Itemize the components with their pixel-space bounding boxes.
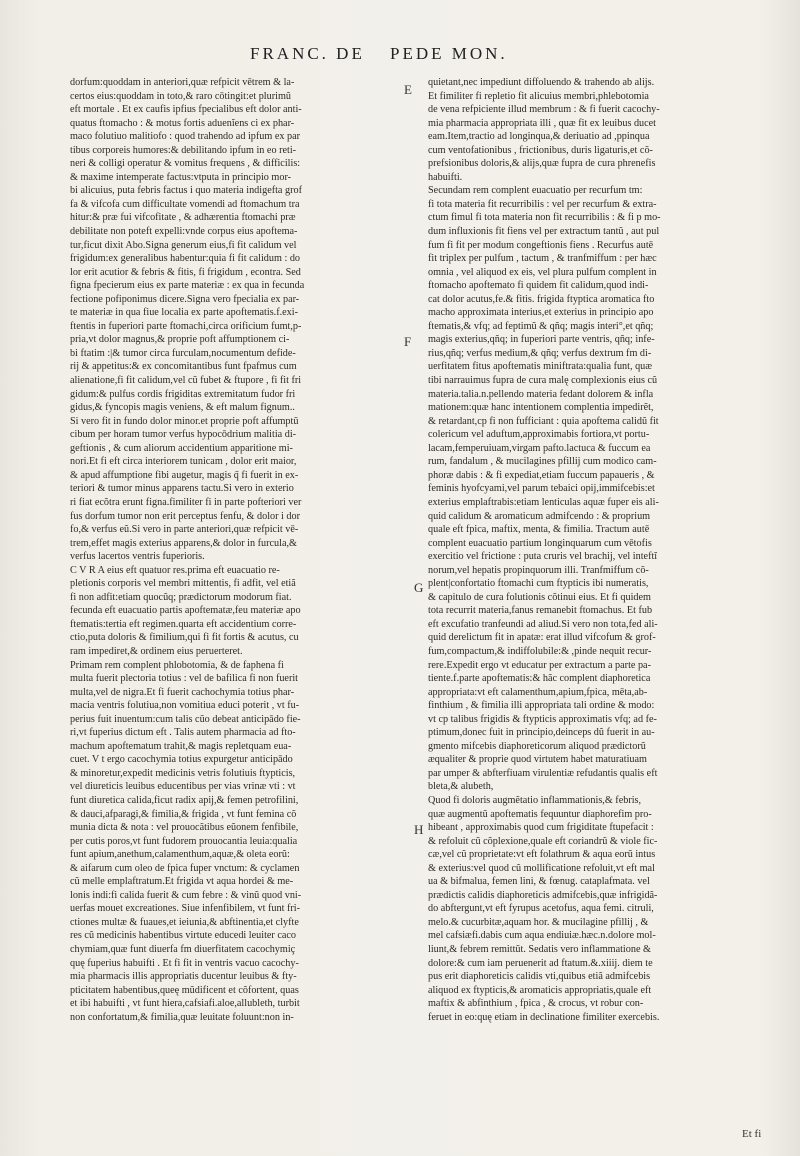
text-line: fum fi fit per modum congeftionis fiens . Recurfus autē xyxy=(428,239,654,251)
text-line: macho approximata interius,et exterius in principio apo xyxy=(428,307,654,319)
text-line: fi non adfit:etiam quocũq; prædictorum modorum fiat. xyxy=(70,591,292,603)
text-line: cuet. V t ergo cacochymia totius expurgetur anticipādo xyxy=(70,754,293,766)
text-line: tota recurrit materia,fanus remanebit ftomachus. Et fub xyxy=(428,605,653,617)
margin-letter-h: H xyxy=(414,822,424,837)
text-line: do abftergunt,vt eft fyrupus acetofus, aqua femi. citruli, xyxy=(428,903,654,915)
text-line: lonis indi:fi calida fuerit & cum febre : & vinũ quod vni- xyxy=(70,889,302,901)
text-line: ri,vt fuperius dictum eft . Talis autem pharmacia ad fto- xyxy=(70,727,296,739)
text-line: exterius emplaftrabis:etiam lenticulas aquæ fuper eis ali- xyxy=(428,496,659,508)
text-line: geftionis , & cum aliorum accidentium apparitione mi- xyxy=(70,442,293,454)
text-line: mia pharmacis illis appropriatis ducentur leuibus & fty- xyxy=(70,971,297,983)
text-line: eam.Item,tractio ad longinqua,& deriuatio ad ,ppinqua xyxy=(428,131,650,143)
text-line: & refoluit cũ cõplexione,quale eft coriandrũ & viole fic- xyxy=(428,835,658,847)
text-line: plent|confortatio ftomachi cum ftypticis ibi numeratis, xyxy=(428,578,649,590)
text-line: quæ augmentũ apoftematis fequuntur diaphorefim pro- xyxy=(428,808,652,820)
text-line: ctiones multæ & fuaues,et ieiunia,& abftinentia,et clyfte xyxy=(70,916,299,928)
text-line: cum ventofationibus , frictionibus, duris ligaturis,et cõ- xyxy=(428,144,653,156)
text-line: Et fimiliter fi repletio fit alicuius membri,phlebotomia xyxy=(428,90,649,102)
text-line: prædictis calidis diaphoreticis admifcebis,quæ infrigidã- xyxy=(428,889,658,901)
text-line: vel diureticis leuibus educentibus per vias vrinæ vti : vt xyxy=(70,781,296,793)
text-line: complent euacuatio partium longinquarum cum vētofis xyxy=(428,537,652,549)
text-line: & exterius:vel quod cũ mollificatione refoluit,vt eft mal xyxy=(428,862,655,874)
text-line: fecunda eft euacuatio partis apoftematæ,feu materiæ apo xyxy=(70,605,301,617)
text-line: omnia , vel aliquod ex eis, vel plura pulfum complent in xyxy=(428,266,657,278)
catchword: Et fi xyxy=(742,1128,762,1140)
text-line: phoræ dabis : & fi expediat,etiam fuccum papaueris , & xyxy=(428,469,655,481)
text-line: Si vero fit in fundo dolor minor.et proprie poft affumptũ xyxy=(70,415,299,427)
text-line: fectione pofiponimus dicere.Signa vero fpecialia ex par- xyxy=(70,293,300,305)
text-line: res cũ medicinis habentibus virtute educedi leuiter caco xyxy=(70,930,297,942)
text-line: mel cafsiæfi.dabis cum aqua endiuiæ.hæc.n.dolore mol- xyxy=(428,930,656,942)
text-line: munia dicta & nota : vel prouocãtibus eũonem fenfibile, xyxy=(70,822,299,834)
text-line: chymiam,quæ funt diuerfa fm diuerfitatem cacochymiç xyxy=(70,944,296,955)
margin-letter-f: F xyxy=(404,334,412,349)
text-line: Quod fi doloris augmẽtatio inflammationis,& febris, xyxy=(428,794,642,806)
text-line: teriori & tumor minus apparens tactu.Si vero in exterio xyxy=(70,483,294,495)
text-line: liunt,& febrem remittũt. Sedatis vero inflammatione & xyxy=(428,944,651,955)
text-line: quid calidum & aromaticum admifcendo : & proprium xyxy=(428,510,651,522)
text-line: cat dolor acutus,fe.& fitis. frigida ftyptica aromatica fto xyxy=(428,293,655,305)
text-line: & aifarum cum oleo de fpica fuper vnctum: & cyclamen xyxy=(70,862,300,874)
text-line: quietant,nec impediunt diffoluendo & trahendo ab alijs. xyxy=(428,77,655,88)
text-line: et ibi habuifti , vt funt hiera,cafsiafi.aloe,allubleth, turbit xyxy=(70,998,300,1010)
margin-letter-g: G xyxy=(414,580,424,595)
text-line: perius fuit inuentum:cum talis cũo debeat anticipādo fie- xyxy=(70,713,301,725)
text-line: dorfum:quoddam in anteriori,quæ refpicit vētrem & la- xyxy=(70,77,295,88)
text-line: par umper & abfterfiuam virulentiæ refudantis qualis eft xyxy=(428,767,658,779)
text-line: ptimum,donec fuit in principio,deinceps dũ fuerit in au- xyxy=(428,727,655,739)
text-line: bi ftatim :|& tumor circa furculam,nocumentum defide- xyxy=(70,347,296,359)
text-line: multa,vel de nigra.Et fi fuerit cachochymia totius phar- xyxy=(70,686,295,698)
text-line: gidum:& pulfus cordis frigiditas extremitatum fudor fri xyxy=(70,388,296,400)
text-line: quale eft fpica, maftix, menta, & fimilia. Tractum autē xyxy=(428,524,650,536)
text-line: tur,ficut dixit Abo.Signa generum eius,fi fit calidum vel xyxy=(70,239,297,251)
text-line: debilitate non poteft expelli:vnde corpus eius apoftema- xyxy=(70,226,298,238)
text-line: prefsionibus doloris,& alijs,quæ fupra de cura phrenefis xyxy=(428,158,656,170)
text-line: ram impediret,& ordinem eius peruerteret. xyxy=(70,645,243,657)
text-line: quid derelictum fit in apatæ: erat illud vifcofum & grof- xyxy=(428,632,656,644)
text-line: non confortatum,& fimilia,quæ leuitate foluunt:non in- xyxy=(70,1011,294,1023)
text-line: magis exterius,qñq; in fuperiori parte ventris, qñq; infe- xyxy=(428,334,655,346)
text-line: & retardant,cp fi non fufficiant : quia apoftema calidũ fit xyxy=(428,415,659,427)
text-line: tiente.f.parte apoftematis:& hãc complent diaphoretica xyxy=(428,673,651,685)
text-line: rum, fandalum , & mucilagines pfillij cum modico cam- xyxy=(428,456,657,468)
text-line: eft mortale . Et ex caufis ipfius fpecialibus eft dolor anti- xyxy=(70,104,302,116)
text-line: rij & appetitus:& ex concomitantibus funt fpafmus cum xyxy=(70,361,297,373)
left-text-column xyxy=(70,76,416,1024)
text-line: hibeant , approximabis quod cum frigiditate ftupefacit : xyxy=(428,822,654,834)
text-line: trem,effet magis exterius apparens,& dolor in furcula,& xyxy=(70,537,297,549)
text-line: feruet in eo:quę etiam in declinatione fimiliter exercebis. xyxy=(428,1011,660,1023)
text-line: ri fiat ecõtra erunt figna.fimiliter fi in parte pofteriori ver xyxy=(70,496,302,508)
text-line: quę fuperius habuifti . Et fi fit in ventris vacuo cacochy- xyxy=(70,957,299,969)
text-line: fit triplex per pulfum , tactum , & tranfmiffum : per hæc xyxy=(428,253,657,265)
text-line: bi alicuius, puta febris factus i quo materia indigefta grof xyxy=(70,185,302,197)
text-line: alienatione,fi fit calidum,vel cũ fubet & ftupore , fi fit fri xyxy=(70,375,302,387)
text-line: & minoretur,expedit medicinis vetris folutiuis ftypticis, xyxy=(70,767,296,779)
text-line: nori.Et fi eft circa interiorem tunicam , dolor erit maior, xyxy=(70,456,297,468)
text-line: ftomacho apoftemato fi quidem fit calidum,quod indi- xyxy=(428,280,649,292)
text-line: maftix & abfinthium , fpica , & crocus, vt robur con- xyxy=(428,998,644,1010)
text-line: appropriata:vt eft calamenthum,apium,fpica, mēta,ab- xyxy=(428,686,648,698)
margin-letter-e: E xyxy=(404,82,412,97)
text-line: æqualiter & proprie quod virtutem habet maturatiuam xyxy=(428,754,647,766)
text-line: figna fpecierum eius ex parte materiæ : ex qua in fecunda xyxy=(70,280,305,292)
text-line: ftentis in fuperiori parte ftomachi,circa orificium fumt,p- xyxy=(70,320,302,332)
text-line: lacam,femperuiuam,virgam pafto.lactuca & fuccum ea xyxy=(428,442,651,454)
text-line: finthium , & fimilia illi appropriata tali ordine & modo: xyxy=(428,700,655,712)
text-line: cibum per horam tumor verfus hypocōdrium malitia di- xyxy=(70,429,297,441)
text-line: funt diuretica calida,ficut radix apij,& femen petrofilini, xyxy=(70,794,299,806)
text-line: fus dorfum tumor non erit perceptus fenfu, & dolor i dor xyxy=(70,510,301,522)
text-line: pletionis corporis vel membri mittentis, fi adfit, vel etiã xyxy=(70,578,296,590)
text-line: ftematis:tertia eft regimen.quarta eft accidentium corre- xyxy=(70,618,297,630)
text-line: melo.& cucurbitæ,aquam hor. & mucilagine pfillij , & xyxy=(428,916,649,928)
text-line: & apud affumptione fibi augetur, magis q̃ fi fuerit in ex- xyxy=(70,469,299,481)
text-line: uerfas mouet excreationes. Siue infenfibilem, vt funt fri- xyxy=(70,903,300,915)
text-line: cæ,vel cũ proprietate:vt eft folathrum & aqua eorũ intus xyxy=(428,849,656,861)
text-line: fo,& verfus eũ.Si vero in parte anteriori,quæ refpicit vē- xyxy=(70,524,299,536)
text-line: certos eius:quoddam in toto,& raro cōtingit:et plurimũ xyxy=(70,90,291,102)
text-line: lor erit acutior & febris & fitis, fi frigidum , econtra. Sed xyxy=(70,266,301,278)
text-line: dum influxionis fit fiens vel per extractum tantũ , aut pul xyxy=(428,226,660,238)
text-line: fi tota materia fit recurribilis : vel per recurfum & extra- xyxy=(428,198,657,210)
text-line: & maxime intemperate factus:vtputa in principio mor- xyxy=(70,171,292,183)
text-line: uerfitatem fitus apoftematis miniftrata:qualia funt, quæ xyxy=(428,361,653,373)
text-line: gmento mifcebis diaphoreticorum aliquod prædictorũ xyxy=(428,740,646,752)
text-line: cũ melle emplaftratum.Et frigida vt aqua hordei & me- xyxy=(70,876,294,888)
text-line: quatus ftomacho : & motus fortis aduenĭens ci ex phar- xyxy=(70,117,295,129)
text-line: Primam rem complent phlobotomia, & de faphena fi xyxy=(70,659,284,671)
text-line: pria,vt dolor magnus,& proprie poft affumptionem ci- xyxy=(70,334,290,346)
text-line: de vena refpiciente illud membrum : & fi fuerit cacochy- xyxy=(428,104,660,116)
text-line: ftematis,& vfq; ad feptimũ & qñq; magis interi°,et qñq; xyxy=(428,320,654,332)
text-line: gidus,& fyncopis magis veniens, & eft malum fignum.. xyxy=(70,402,295,414)
text-line: hitur:& præ fui vifcofitate , & adhærentia ftomachi præ xyxy=(70,212,296,224)
text-line: eft excufatio tranfeundi ad aliud.Si vero non tota,fed ali- xyxy=(428,618,658,630)
text-line: dolore:& cum iam peruenerit ad ftatum.&.xiiij. diem te xyxy=(428,957,653,969)
text-line: pus erit diaphoreticis calidis vti,quibus etiã admifcebis xyxy=(428,971,651,983)
text-line: rere.Expedit ergo vt educatur per extractum a parte pa- xyxy=(428,659,651,671)
text-line: feminis hyofcyami,vel parum tebaici opij,immifcebis:et xyxy=(428,483,655,495)
text-line: machum apoftematum trahit,& magis repletquam eua- xyxy=(70,740,292,752)
running-head-right: PEDE MON. xyxy=(390,44,508,63)
text-line: ctum fimul fi tota materia non fit recurribilis : & fi p mo- xyxy=(428,212,661,224)
text-line: fa & vifcofa cum difficultate vomendi ad ftomachum tra xyxy=(70,198,300,210)
text-line: maco folutiuo malitiofo : quod trahendo ad ipfum ex par xyxy=(70,131,301,143)
text-line: ctio,puta doloris & fimilium,qui fi fit fortis & acutus, cu xyxy=(70,632,299,644)
text-line: vt cp talibus frigidis & ftypticis approximatis vfq; ad fe- xyxy=(428,713,657,725)
text-line: frigidum:ex generalibus habentur:quia fi fit calidum : do xyxy=(70,253,301,265)
text-line: fum,compactum,& indiffolubile:& ,pinde nequit recur- xyxy=(428,645,652,657)
text-line: pticitatem habentibus,queę mũdificent et cõfortent, quas xyxy=(70,984,299,996)
text-line: exercitio vel frictione : puta cruris vel brachij, vel inteftĭ xyxy=(428,551,658,563)
text-line: per cutis poros,vt funt fudorem prouocantia leuia:qualia xyxy=(70,835,298,847)
text-line: mia pharmacia appropriata illi , quæ fit ex leuibus ducet xyxy=(428,117,657,129)
running-head-left: FRANC. DE xyxy=(250,44,365,63)
text-line: colericum vel aduftum,approximabis fortiora,vt portu- xyxy=(428,429,650,441)
text-line: & capitulo de cura folutionis cõtinui eius. Et fi quidem xyxy=(428,591,651,603)
text-line: multa fuerit plectoria totius : vel de bafilica fi non fuerit xyxy=(70,673,299,685)
text-line: bleta,& alubeth, xyxy=(428,781,494,793)
text-line: materia.talia.n.pellendo materia fedant dolorem & infla xyxy=(428,388,654,400)
text-line: tibus corporeis humores:& debilitando ipfum in eo reti- xyxy=(70,144,297,156)
text-line: C V R A eius eft quatuor res.prima eft euacuatio re- xyxy=(70,564,280,576)
text-line: funt apium,anethum,calamenthum,aquæ,& oleta eorũ: xyxy=(70,849,290,861)
text-line: tibi narrauimus fupra de cura malę complexionis eius cũ xyxy=(428,375,658,387)
text-line: aliquod ex ftypticis,& aromaticis appropriatis,quale eft xyxy=(428,984,652,996)
right-text-column xyxy=(428,76,774,1024)
text-line: verfus lacertos ventris fuperioris. xyxy=(70,551,205,563)
text-line: rius,qñq; verfus medium,& qñq; verfus dextrum fm di- xyxy=(428,347,652,359)
text-line: ua & bifmalua, femen lini, & fœnug. cataplafmata. vel xyxy=(428,876,650,888)
text-line: macia ventris folutiua,non vomitiua educi poterit , vt fu- xyxy=(70,700,300,712)
text-line: habuifti. xyxy=(428,171,463,183)
text-line: & dauci,afparagi,& fimilia,& frigida , vt funt femina cõ xyxy=(70,808,297,820)
text-line: te materiæ in qua fiue localia ex parte apoftematis.f.exi- xyxy=(70,307,298,319)
text-line: neri & colligi operatur & vomitus frequens , & difficilis: xyxy=(70,158,301,170)
text-line: mationem:quæ hanc intentionem complentia impedirẽt, xyxy=(428,402,654,414)
text-line: norum,vel hepatis propinquorum illi. Tranfmiffum cõ- xyxy=(428,564,649,576)
text-line: Secundam rem complent euacuatio per recurfum tm: xyxy=(428,185,643,197)
